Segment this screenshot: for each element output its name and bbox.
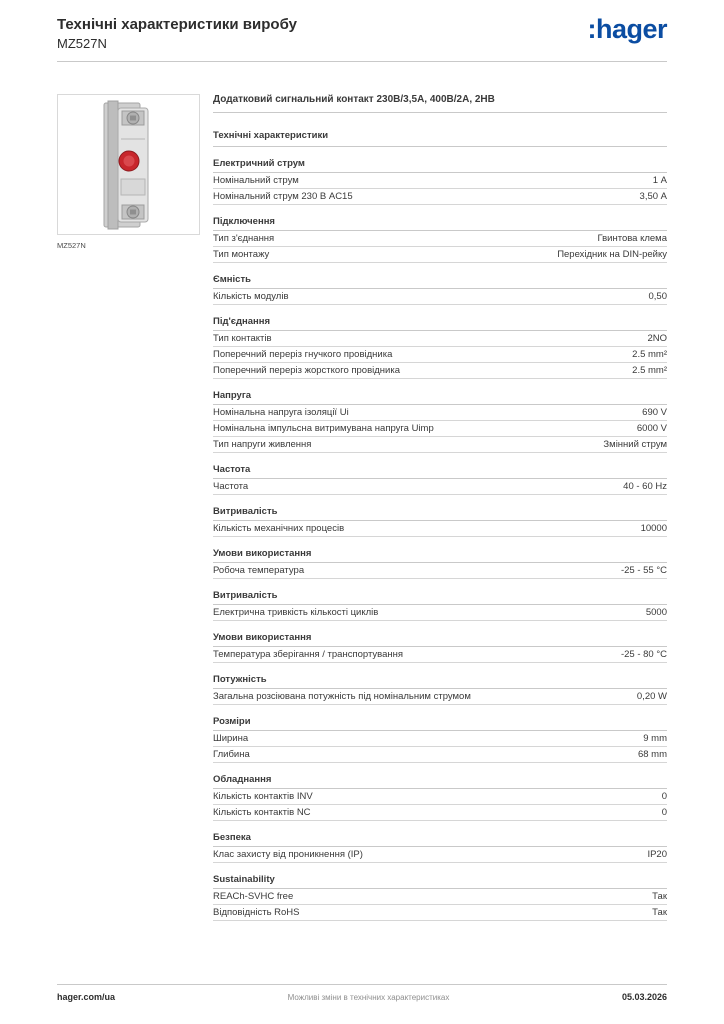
footer-date: 05.03.2026	[621, 992, 667, 1002]
spec-label: Номінальна напруга ізоляції Ui	[213, 407, 349, 418]
spec-value: 0,20 W	[636, 691, 667, 702]
spec-row	[213, 689, 667, 705]
spec-value: 1 А	[652, 175, 667, 186]
spec-value: 0	[661, 791, 667, 802]
product-description: Додатковий сигнальний контакт 230В/3,5А, 400В/2А, 2НВ	[213, 94, 667, 113]
spec-value: Так	[652, 891, 667, 902]
spec-section	[213, 274, 667, 305]
spec-value: 68 mm	[637, 749, 667, 760]
spec-section	[213, 158, 667, 205]
spec-section	[213, 316, 667, 379]
spec-value: -25 - 80 °C	[620, 649, 667, 660]
spec-label: Тип контактів	[213, 333, 272, 344]
spec-row	[213, 347, 667, 363]
spec-section	[213, 632, 667, 663]
product-image-column	[57, 94, 200, 921]
spec-value: 5000	[645, 607, 667, 618]
footer-disclaimer: Можливі зміни в технічних характеристиках	[287, 993, 450, 1002]
spec-label: Тип напруги живлення	[213, 439, 312, 450]
spec-value: 3,50 А	[639, 191, 667, 202]
spec-section	[213, 832, 667, 863]
spec-row	[213, 605, 667, 621]
spec-row	[213, 479, 667, 495]
section-title: Потужність	[213, 674, 667, 689]
section-title: Безпека	[213, 832, 667, 847]
spec-label: Глибина	[213, 749, 250, 760]
section-title: Під'єднання	[213, 316, 667, 331]
spec-value: 40 - 60 Hz	[623, 481, 667, 492]
section-title: Електричний струм	[213, 158, 667, 173]
spec-row	[213, 247, 667, 263]
section-title: Обладнання	[213, 774, 667, 789]
spec-section	[213, 774, 667, 821]
section-title: Розміри	[213, 716, 667, 731]
spec-row	[213, 421, 667, 437]
product-image	[57, 94, 200, 235]
spec-label: Частота	[213, 481, 249, 492]
section-title: Умови використання	[213, 632, 667, 647]
spec-row	[213, 747, 667, 763]
spec-row	[213, 173, 667, 189]
spec-column	[213, 94, 667, 921]
spec-section	[213, 464, 667, 495]
section-title: Підключення	[213, 216, 667, 231]
spec-section	[213, 590, 667, 621]
spec-label: Поперечний переріз гнучкого провідника	[213, 349, 393, 360]
spec-value: 9 mm	[643, 733, 667, 744]
section-title: Напруга	[213, 390, 667, 405]
spec-value: -25 - 55 °C	[620, 565, 667, 576]
spec-label: Клас захисту від проникнення (IP)	[213, 849, 363, 860]
section-title: Sustainability	[213, 874, 667, 889]
spec-label: Кількість механічних процесів	[213, 523, 345, 534]
spec-value: 0,50	[648, 291, 667, 302]
spec-label: REACh-SVHC free	[213, 891, 294, 902]
spec-label: Кількість модулів	[213, 291, 289, 302]
spec-section	[213, 674, 667, 705]
spec-value: Змінний струм	[603, 439, 667, 450]
spec-label: Номінальний струм	[213, 175, 299, 186]
spec-value: 2.5 mm²	[632, 349, 667, 360]
spec-row	[213, 521, 667, 537]
section-title: Частота	[213, 464, 667, 479]
spec-row	[213, 363, 667, 379]
page-header	[57, 16, 667, 62]
spec-label: Тип монтажу	[213, 249, 270, 260]
spec-row	[213, 405, 667, 421]
spec-section	[213, 216, 667, 263]
spec-label: Робоча температура	[213, 565, 305, 576]
product-device-illustration	[88, 99, 170, 231]
spec-section	[213, 874, 667, 921]
spec-row	[213, 563, 667, 579]
spec-row	[213, 789, 667, 805]
spec-row	[213, 289, 667, 305]
spec-value: 10000	[640, 523, 667, 534]
product-image-caption: MZ527N	[57, 241, 86, 250]
spec-sections	[213, 158, 667, 921]
spec-label: Кількість контактів NC	[213, 807, 311, 818]
spec-row	[213, 647, 667, 663]
spec-row	[213, 331, 667, 347]
spec-label: Номінальна імпульсна витримувана напруга Uimp	[213, 423, 434, 434]
spec-row	[213, 731, 667, 747]
spec-label: Ширина	[213, 733, 249, 744]
section-title: Витривалість	[213, 506, 667, 521]
page-title: Технічні характеристики виробу	[57, 16, 297, 33]
spec-value: Гвинтова клема	[597, 233, 667, 244]
spec-section	[213, 506, 667, 537]
spec-table-title: Технічні характеристики	[213, 130, 667, 147]
spec-value: 2.5 mm²	[632, 365, 667, 376]
spec-value: 2NO	[647, 333, 667, 344]
section-title: Витривалість	[213, 590, 667, 605]
spec-row	[213, 905, 667, 921]
spec-value: Перехідник на DIN-рейку	[557, 249, 667, 260]
spec-row	[213, 847, 667, 863]
spec-row	[213, 805, 667, 821]
spec-row	[213, 437, 667, 453]
spec-label: Загальна розсіювана потужність під номінальним струмом	[213, 691, 471, 702]
spec-label: Поперечний переріз жорсткого провідника	[213, 365, 400, 376]
spec-label: Температура зберігання / транспортування	[213, 649, 404, 660]
spec-section	[213, 548, 667, 579]
section-title: Умови використання	[213, 548, 667, 563]
header-title-block	[57, 16, 297, 51]
spec-row	[213, 231, 667, 247]
main-content	[57, 94, 667, 921]
spec-value: 690 V	[642, 407, 667, 418]
spec-label: Номінальний струм 230 В AC15	[213, 191, 353, 202]
spec-value: IP20	[647, 849, 667, 860]
spec-section	[213, 716, 667, 763]
spec-value: Так	[652, 907, 667, 918]
page-footer	[57, 984, 667, 1002]
product-reference: MZ527N	[57, 36, 107, 51]
spec-label: Електрична тривкість кількості циклів	[213, 607, 379, 618]
spec-row	[213, 889, 667, 905]
spec-value: 6000 V	[636, 423, 667, 434]
hager-logo: :hager	[587, 14, 667, 44]
footer-website-link[interactable]: hager.com/ua	[57, 992, 116, 1002]
section-title: Ємність	[213, 274, 667, 289]
spec-label: Кількість контактів INV	[213, 791, 313, 802]
spec-value: 0	[661, 807, 667, 818]
spec-section	[213, 390, 667, 453]
spec-label: Відповідність RoHS	[213, 907, 300, 918]
spec-row	[213, 189, 667, 205]
spec-label: Тип з'єднання	[213, 233, 275, 244]
